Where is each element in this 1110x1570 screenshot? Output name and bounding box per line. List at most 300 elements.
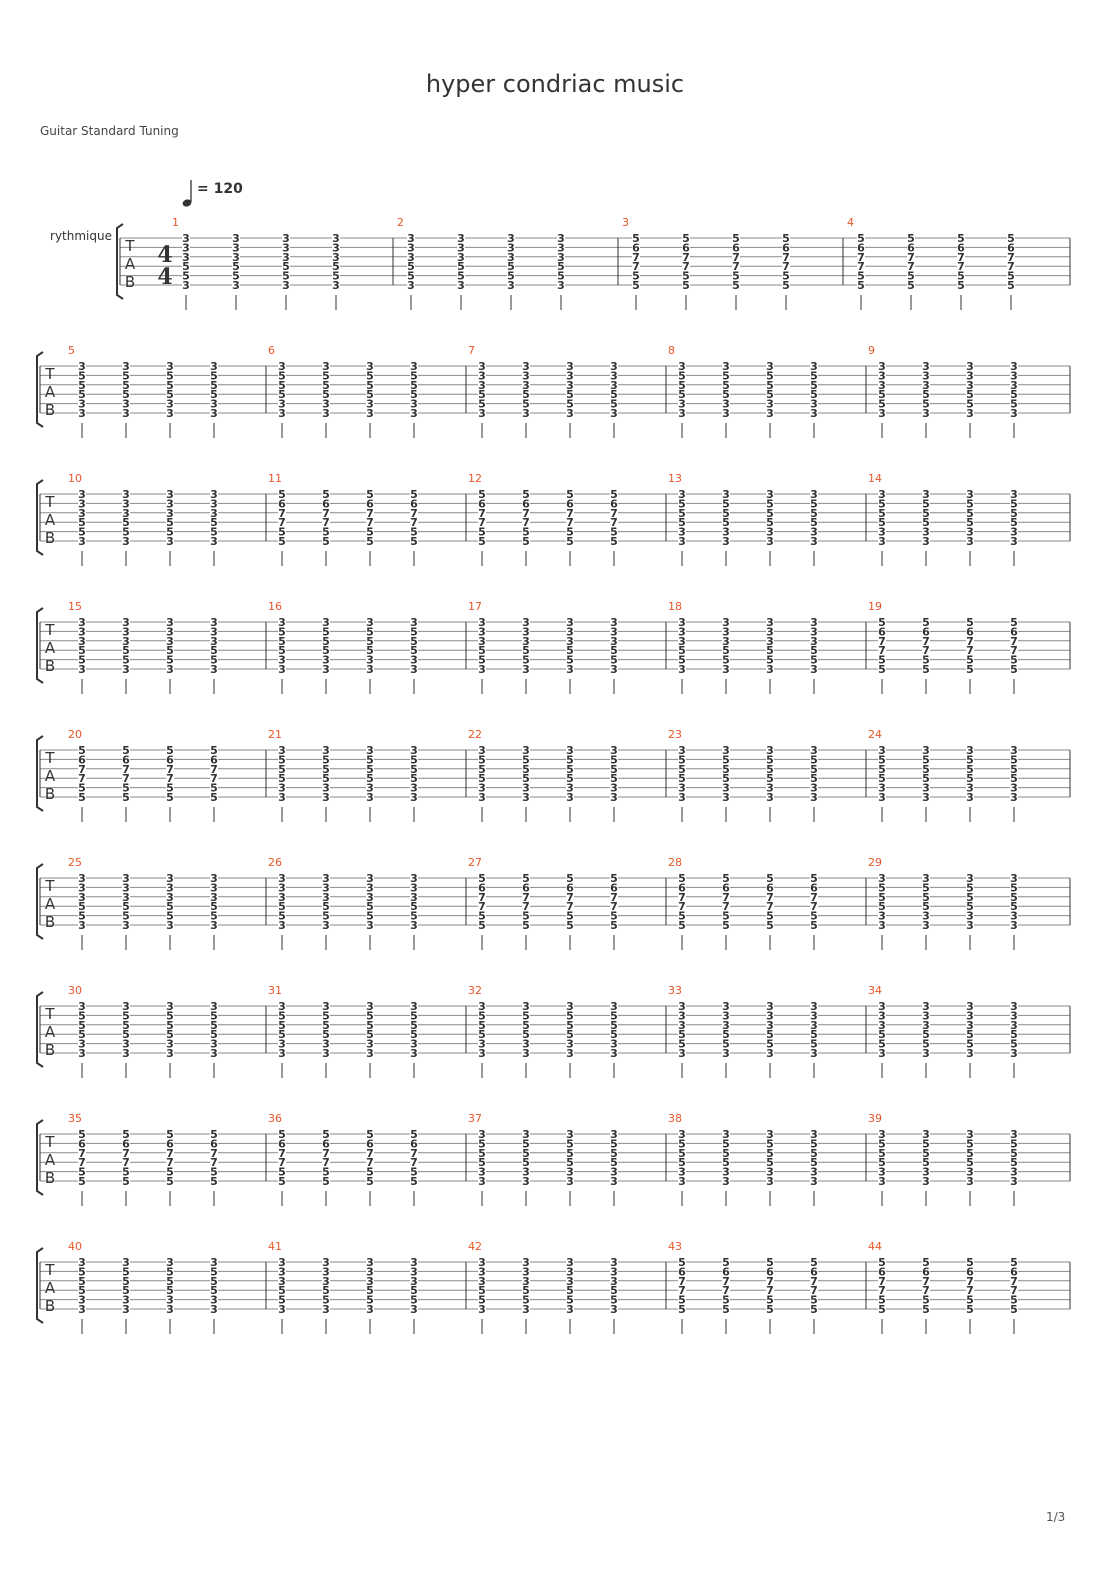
tab-letter-t: T [45,365,55,383]
fret-number: 5 [410,762,418,776]
fret-number: 3 [78,506,86,520]
fret-number: 5 [507,260,515,274]
fret-number: 5 [678,1293,686,1307]
fret-number: 5 [322,644,330,658]
fret-number: 3 [810,535,818,548]
fret-number: 5 [322,1128,330,1141]
fret-number: 3 [78,1293,86,1307]
fret-number: 5 [78,525,86,539]
fret-number: 5 [810,644,818,658]
fret-number: 3 [278,1000,286,1013]
fret-number: 7 [957,260,965,274]
fret-number: 5 [278,1128,286,1141]
fret-number: 7 [210,1146,218,1160]
fret-number: 3 [457,279,465,292]
fret-number: 7 [857,250,865,264]
fret-number: 7 [610,890,618,904]
fret-number: 7 [278,506,286,520]
fret-number: 5 [522,1009,530,1023]
fret-number: 3 [522,625,530,639]
fret-number: 6 [522,881,530,895]
fret-number: 6 [610,881,618,895]
fret-number: 3 [722,663,730,676]
fret-number: 3 [166,881,174,895]
fret-number: 5 [766,516,774,530]
fret-number: 7 [678,1284,686,1298]
measure-number: 37 [468,1112,482,1125]
fret-number: 5 [407,260,415,274]
fret-number: 3 [366,781,374,795]
fret-number: 3 [332,279,340,292]
fret-number: 3 [966,360,974,373]
fret-number: 3 [78,890,86,904]
fret-number: 7 [632,250,640,264]
fret-number: 6 [478,497,486,511]
fret-number: 5 [922,900,930,914]
fret-number: 5 [322,488,330,501]
fret-number: 3 [478,1037,486,1051]
fret-number: 3 [922,525,930,539]
fret-number: 5 [366,488,374,501]
measure-number: 35 [68,1112,82,1125]
fret-number: 5 [478,397,486,411]
fret-number: 5 [322,525,330,539]
fret-number: 3 [766,791,774,804]
fret-number: 5 [810,919,818,932]
fret-number: 3 [332,241,340,255]
fret-number: 3 [366,1047,374,1060]
fret-number: 3 [1010,744,1018,757]
fret-number: 5 [322,369,330,383]
fret-number: 3 [766,535,774,548]
fret-number: 3 [566,1256,574,1269]
fret-number: 5 [478,535,486,548]
fret-number: 5 [966,1037,974,1051]
fret-number: 5 [1010,1303,1018,1316]
fret-number: 5 [966,506,974,520]
fret-number: 3 [210,634,218,648]
fret-number: 3 [78,634,86,648]
fret-number: 3 [610,369,618,383]
fret-number: 3 [278,781,286,795]
fret-number: 5 [410,488,418,501]
fret-number: 3 [278,1037,286,1051]
fret-number: 3 [410,1000,418,1013]
fret-number: 5 [722,506,730,520]
fret-number: 7 [782,250,790,264]
fret-number: 5 [322,625,330,639]
fret-number: 3 [722,1018,730,1032]
fret-number: 3 [322,1265,330,1279]
fret-number: 5 [478,388,486,402]
fret-number: 7 [566,900,574,914]
fret-number: 6 [810,1265,818,1279]
fret-number: 5 [1010,506,1018,520]
fret-number: 3 [1010,378,1018,392]
fret-number: 5 [322,1028,330,1042]
measure-number: 1 [172,216,179,229]
fret-number: 5 [522,525,530,539]
fret-number: 5 [566,772,574,786]
fret-number: 5 [478,1009,486,1023]
fret-number: 5 [966,653,974,667]
fret-number: 3 [1010,909,1018,923]
fret-number: 3 [766,616,774,629]
fret-number: 5 [410,1028,418,1042]
measure-number: 34 [868,984,882,997]
fret-number: 5 [678,388,686,402]
fret-number: 5 [810,1303,818,1316]
fret-number: 3 [878,525,886,539]
fret-number: 3 [407,241,415,255]
fret-number: 5 [210,1018,218,1032]
fret-number: 5 [1010,516,1018,530]
fret-number: 3 [878,919,886,932]
fret-number: 5 [810,369,818,383]
fret-number: 3 [610,663,618,676]
fret-number: 3 [722,1009,730,1023]
fret-number: 7 [478,900,486,914]
fret-number: 5 [722,909,730,923]
fret-number: 5 [410,535,418,548]
fret-number: 3 [610,791,618,804]
fret-number: 3 [166,506,174,520]
fret-number: 5 [766,1293,774,1307]
fret-number: 3 [766,744,774,757]
fret-number: 6 [857,241,865,255]
fret-number: 5 [366,625,374,639]
fret-number: 3 [522,407,530,420]
fret-number: 3 [810,1047,818,1060]
fret-number: 5 [810,653,818,667]
fret-number: 3 [922,791,930,804]
fret-number: 3 [878,488,886,501]
fret-number: 5 [766,506,774,520]
fret-number: 5 [722,1303,730,1316]
fret-number: 3 [322,653,330,667]
measure-number: 30 [68,984,82,997]
fret-number: 3 [966,1165,974,1179]
fret-number: 6 [566,881,574,895]
fret-number: 5 [878,516,886,530]
fret-number: 3 [210,1047,218,1060]
fret-number: 3 [122,663,130,676]
fret-number: 5 [810,1028,818,1042]
fret-number: 3 [678,1018,686,1032]
fret-number: 5 [682,269,690,283]
fret-number: 3 [366,407,374,420]
fret-number: 3 [810,1009,818,1023]
tab-letter-a: A [44,639,56,657]
fret-number: 5 [878,506,886,520]
fret-number: 3 [522,360,530,373]
fret-number: 5 [610,653,618,667]
fret-number: 3 [766,1009,774,1023]
fret-number: 5 [922,890,930,904]
fret-number: 3 [478,369,486,383]
fret-number: 3 [166,1303,174,1316]
fret-number: 5 [966,1303,974,1316]
fret-number: 3 [78,360,86,373]
measure-number: 9 [868,344,875,357]
fret-number: 7 [410,1156,418,1170]
fret-number: 5 [878,890,886,904]
fret-number: 5 [766,872,774,885]
fret-number: 5 [478,1284,486,1298]
fret-number: 3 [522,1000,530,1013]
fret-number: 5 [522,753,530,767]
fret-number: 5 [566,872,574,885]
fret-number: 5 [366,909,374,923]
fret-number: 5 [610,1028,618,1042]
fret-number: 3 [810,1175,818,1188]
fret-number: 3 [922,1047,930,1060]
fret-number: 5 [966,1137,974,1151]
fret-number: 5 [922,1256,930,1269]
fret-number: 3 [810,791,818,804]
fret-number: 3 [410,1047,418,1060]
fret-number: 5 [907,269,915,283]
fret-number: 5 [678,1137,686,1151]
fret-number: 7 [566,506,574,520]
fret-number: 5 [966,762,974,776]
measure-number: 24 [868,728,882,741]
fret-number: 5 [522,872,530,885]
fret-number: 3 [522,663,530,676]
fret-number: 5 [957,269,965,283]
fret-number: 3 [122,360,130,373]
fret-number: 3 [766,397,774,411]
fret-number: 3 [966,919,974,932]
fret-number: 5 [166,744,174,757]
fret-number: 3 [557,241,565,255]
fret-number: 5 [722,388,730,402]
fret-number: 3 [322,1047,330,1060]
fret-number: 3 [966,1009,974,1023]
fret-number: 5 [322,378,330,392]
fret-number: 3 [610,1000,618,1013]
fret-number: 5 [122,744,130,757]
fret-number: 7 [522,506,530,520]
fret-number: 3 [678,1000,686,1013]
fret-number: 3 [1010,1009,1018,1023]
fret-number: 5 [78,388,86,402]
fret-number: 5 [1007,279,1015,292]
fret-number: 5 [166,369,174,383]
fret-number: 5 [522,388,530,402]
fret-number: 5 [566,762,574,776]
fret-number: 3 [966,378,974,392]
fret-number: 3 [810,616,818,629]
fret-number: 5 [410,644,418,658]
fret-number: 3 [610,1175,618,1188]
fret-number: 5 [166,1018,174,1032]
tab-letter-t: T [45,1261,55,1279]
measure-number: 13 [668,472,682,485]
fret-number: 5 [78,909,86,923]
fret-number: 3 [566,1128,574,1141]
fret-number: 5 [232,260,240,274]
fret-number: 3 [78,663,86,676]
fret-number: 3 [1010,1175,1018,1188]
fret-number: 5 [810,753,818,767]
fret-number: 3 [410,890,418,904]
fret-number: 5 [566,488,574,501]
fret-number: 5 [1010,1137,1018,1151]
fret-number: 5 [878,1146,886,1160]
page-number: 1/3 [1046,1510,1066,1524]
fret-number: 3 [410,397,418,411]
measure-number: 7 [468,344,475,357]
fret-number: 5 [566,653,574,667]
fret-number: 5 [722,378,730,392]
fret-number: 3 [410,1256,418,1269]
fret-number: 3 [522,1047,530,1060]
fret-number: 5 [610,388,618,402]
fret-number: 3 [278,791,286,804]
fret-number: 7 [78,1146,86,1160]
fret-number: 5 [410,634,418,648]
fret-number: 5 [522,909,530,923]
fret-number: 3 [278,881,286,895]
fret-number: 5 [522,535,530,548]
fret-number: 3 [332,232,340,245]
fret-number: 5 [922,388,930,402]
fret-number: 5 [366,525,374,539]
fret-number: 5 [766,1156,774,1170]
fret-number: 5 [278,772,286,786]
fret-number: 5 [366,772,374,786]
fret-number: 3 [278,616,286,629]
fret-number: 5 [766,909,774,923]
fret-number: 3 [122,506,130,520]
fret-number: 5 [810,1146,818,1160]
fret-number: 5 [1010,616,1018,629]
fret-number: 3 [810,663,818,676]
fret-number: 5 [1010,753,1018,767]
measure-number: 10 [68,472,82,485]
fret-number: 5 [322,1293,330,1307]
fret-number: 7 [366,506,374,520]
fret-number: 5 [522,1284,530,1298]
fret-number: 3 [922,919,930,932]
fret-number: 3 [566,791,574,804]
fret-number: 3 [966,781,974,795]
fret-number: 3 [332,250,340,264]
fret-number: 6 [810,881,818,895]
tab-letter-t: T [45,877,55,895]
fret-number: 5 [166,791,174,804]
fret-number: 3 [210,616,218,629]
fret-number: 5 [322,1018,330,1032]
fret-number: 5 [410,378,418,392]
fret-number: 5 [366,388,374,402]
fret-number: 5 [722,1256,730,1269]
fret-number: 3 [566,1303,574,1316]
fret-number: 3 [78,1303,86,1316]
fret-number: 5 [610,1156,618,1170]
fret-number: 5 [366,634,374,648]
fret-number: 3 [182,279,190,292]
fret-number: 6 [632,241,640,255]
fret-number: 5 [1010,397,1018,411]
fret-number: 5 [678,1037,686,1051]
fret-number: 5 [766,919,774,932]
fret-number: 5 [810,497,818,511]
fret-number: 5 [922,1146,930,1160]
fret-number: 5 [1010,1156,1018,1170]
fret-number: 5 [522,1293,530,1307]
fret-number: 3 [182,250,190,264]
fret-number: 3 [966,407,974,420]
fret-number: 5 [210,1028,218,1042]
fret-number: 3 [278,1256,286,1269]
fret-number: 7 [122,762,130,776]
fret-number: 7 [166,762,174,776]
fret-number: 5 [722,919,730,932]
fret-number: 3 [966,1047,974,1060]
fret-number: 3 [478,407,486,420]
fret-number: 5 [566,1293,574,1307]
fret-number: 6 [1010,625,1018,639]
fret-number: 5 [478,488,486,501]
fret-number: 3 [278,407,286,420]
fret-number: 5 [766,653,774,667]
fret-number: 5 [166,378,174,392]
fret-number: 5 [766,1037,774,1051]
fret-number: 5 [166,1175,174,1188]
fret-number: 3 [278,890,286,904]
fret-number: 3 [766,634,774,648]
fret-number: 5 [678,1303,686,1316]
fret-number: 3 [122,919,130,932]
measure-number: 33 [668,984,682,997]
fret-number: 5 [322,634,330,648]
fret-number: 3 [722,616,730,629]
fret-number: 3 [78,497,86,511]
tab-letter-t: T [45,1133,55,1151]
fret-number: 3 [78,1037,86,1051]
fret-number: 5 [78,644,86,658]
fret-number: 5 [478,644,486,658]
fret-number: 7 [322,516,330,530]
fret-number: 5 [278,1009,286,1023]
fret-number: 5 [522,1156,530,1170]
fret-number: 5 [182,269,190,283]
fret-number: 5 [332,260,340,274]
fret-number: 3 [366,1037,374,1051]
fret-number: 6 [907,241,915,255]
fret-number: 7 [878,1284,886,1298]
fret-number: 3 [507,279,515,292]
fret-number: 5 [122,791,130,804]
fret-number: 3 [766,1165,774,1179]
fret-number: 3 [166,919,174,932]
fret-number: 3 [522,369,530,383]
fret-number: 3 [922,378,930,392]
fret-number: 5 [922,1303,930,1316]
score-title: hyper condriac music [425,70,685,98]
fret-number: 3 [566,634,574,648]
fret-number: 5 [857,269,865,283]
fret-number: 3 [810,525,818,539]
fret-number: 6 [1007,241,1015,255]
fret-number: 7 [678,1274,686,1288]
fret-number: 3 [410,616,418,629]
fret-number: 5 [410,525,418,539]
fret-number: 5 [966,890,974,904]
tab-letter-b: B [124,273,136,291]
